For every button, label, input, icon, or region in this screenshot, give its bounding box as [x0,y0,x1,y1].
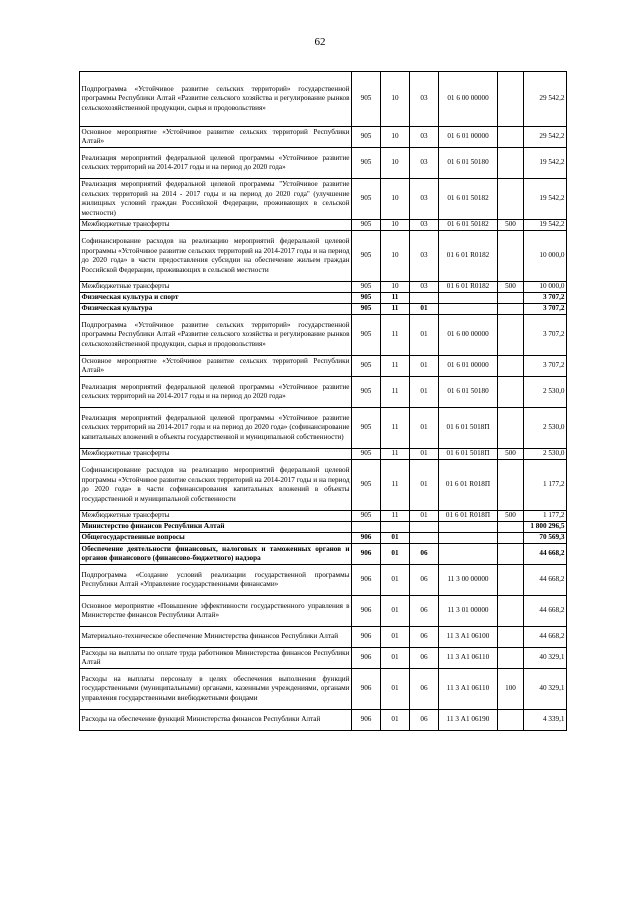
row-amount: 44 668,2 [524,627,567,648]
row-target-article: 01 6 01 00000 [439,356,498,377]
row-name: Общегосударственные вопросы [80,533,352,544]
row-section-code: 10 [381,220,410,231]
row-amount: 19 542,2 [524,220,567,231]
row-expense-type [498,127,524,148]
row-expense-type [498,648,524,669]
table-row [80,356,567,377]
row-expense-type [498,293,524,304]
row-amount: 2 530,0 [524,449,567,460]
row-section-code: 01 [381,596,410,627]
row-expense-type [498,627,524,648]
row-amount: 44 668,2 [524,596,567,627]
table-row [80,304,567,315]
table-row [80,522,567,533]
row-subsection-code: 06 [410,544,439,565]
row-ved-code: 905 [352,148,381,179]
row-target-article: 11 3 А1 06190 [439,710,498,731]
row-expense-type [498,596,524,627]
row-name: Физическая культура [80,304,352,315]
table-row [80,282,567,293]
row-amount: 1 177,2 [524,460,567,511]
row-amount: 44 668,2 [524,544,567,565]
row-expense-type [498,533,524,544]
row-target-article: 01 6 00 00000 [439,315,498,356]
row-expense-type [498,356,524,377]
row-expense-type: 500 [498,220,524,231]
row-section-code [381,522,410,533]
row-subsection-code: 06 [410,669,439,710]
row-target-article: 01 6 01 R018П [439,511,498,522]
row-ved-code: 905 [352,356,381,377]
row-expense-type [498,231,524,282]
row-ved-code: 905 [352,449,381,460]
table-row [80,231,567,282]
row-section-code: 10 [381,148,410,179]
row-expense-type: 500 [498,282,524,293]
table-row [80,127,567,148]
table-row [80,293,567,304]
row-name: Основное мероприятие «Устойчивое развитие сельских территорий Республики Алтай» [80,127,352,148]
row-subsection-code: 01 [410,315,439,356]
row-amount: 40 329,1 [524,669,567,710]
row-ved-code: 906 [352,565,381,596]
row-name: Основное мероприятие «Повышение эффективности государственного управления в Министерстве финансов Республики Алтай» [80,596,352,627]
row-subsection-code: 01 [410,511,439,522]
row-section-code: 01 [381,710,410,731]
row-section-code: 01 [381,627,410,648]
row-expense-type [498,72,524,127]
row-name: Материально-техническое обеспечение Министерства финансов Республики Алтай [80,627,352,648]
row-subsection-code: 03 [410,72,439,127]
row-subsection-code [410,293,439,304]
row-name: Расходы на выплаты персоналу в целях обеспечения выполнения функций государственными (муниципальными) органами, казенными учреждениями, органами управления государственными внебюджетными фондами [80,669,352,710]
table-row [80,377,567,408]
row-ved-code: 905 [352,408,381,449]
row-name: Министерство финансов Республики Алтай [80,522,352,533]
table-row [80,627,567,648]
row-expense-type [498,304,524,315]
row-name: Реализация мероприятий федеральной целевой программы «Устойчивое развитие сельских территорий на 2014-2017 годы и на период до 2020 года» (софинансирование капитальных вложений в объекты государственной и муниципальной собственности) [80,408,352,449]
row-target-article: 01 6 01 R0182 [439,282,498,293]
row-target-article: 01 6 01 5018П [439,408,498,449]
row-ved-code: 906 [352,627,381,648]
row-subsection-code: 03 [410,282,439,293]
row-expense-type [498,544,524,565]
row-amount: 19 542,2 [524,179,567,220]
row-amount: 3 707,2 [524,293,567,304]
row-amount: 40 329,1 [524,648,567,669]
row-target-article: 01 6 00 00000 [439,72,498,127]
row-section-code: 11 [381,315,410,356]
row-name: Межбюджетные трансферты [80,511,352,522]
row-ved-code: 905 [352,282,381,293]
row-subsection-code: 03 [410,127,439,148]
row-name: Межбюджетные трансферты [80,282,352,293]
row-ved-code: 906 [352,544,381,565]
row-amount: 70 569,3 [524,533,567,544]
row-subsection-code: 06 [410,710,439,731]
row-section-code: 10 [381,127,410,148]
row-section-code: 01 [381,565,410,596]
row-target-article: 01 6 01 R018П [439,460,498,511]
row-amount: 10 000,0 [524,231,567,282]
row-target-article [439,522,498,533]
row-ved-code: 906 [352,648,381,669]
row-subsection-code: 06 [410,627,439,648]
table-row [80,710,567,731]
row-name: Подпрограмма «Устойчивое развитие сельских территорий» государственной программы Республики Алтай «Развитие сельского хозяйства и регулирование рынков сельскохозяйственной продукции, сырья и продовольствия» [80,315,352,356]
row-ved-code: 905 [352,460,381,511]
row-section-code: 10 [381,231,410,282]
row-target-article [439,533,498,544]
row-amount: 29 542,2 [524,127,567,148]
row-name: Основное мероприятие «Устойчивое развитие сельских территорий Республики Алтай» [80,356,352,377]
row-amount: 1 177,2 [524,511,567,522]
row-target-article: 11 3 00 00000 [439,565,498,596]
table-row [80,648,567,669]
row-amount: 2 530,0 [524,408,567,449]
row-name: Расходы на обеспечение функций Министерства финансов Республики Алтай [80,710,352,731]
row-ved-code: 905 [352,179,381,220]
row-ved-code: 906 [352,533,381,544]
row-subsection-code: 01 [410,460,439,511]
row-section-code: 11 [381,293,410,304]
row-section-code: 11 [381,356,410,377]
table-row [80,408,567,449]
row-ved-code: 905 [352,304,381,315]
row-section-code: 11 [381,511,410,522]
row-section-code: 10 [381,282,410,293]
row-expense-type [498,522,524,533]
row-target-article: 01 6 01 50180 [439,377,498,408]
row-target-article: 11 3 А1 06110 [439,669,498,710]
row-ved-code: 906 [352,710,381,731]
row-subsection-code: 03 [410,231,439,282]
row-subsection-code: 01 [410,304,439,315]
row-section-code: 01 [381,669,410,710]
table-row [80,179,567,220]
row-ved-code: 905 [352,377,381,408]
row-amount: 3 707,2 [524,304,567,315]
row-name: Межбюджетные трансферты [80,220,352,231]
row-name: Подпрограмма «Создание условий реализации государственной программы Республики Алтай «Управление государственными финансами» [80,565,352,596]
row-target-article: 11 3 А1 06100 [439,627,498,648]
budget-table [79,71,567,731]
row-target-article: 11 3 А1 06110 [439,648,498,669]
row-subsection-code: 03 [410,148,439,179]
table-row [80,533,567,544]
table-row [80,596,567,627]
row-target-article: 01 6 01 R0182 [439,231,498,282]
table-row [80,72,567,127]
table-row [80,565,567,596]
row-name: Обеспечение деятельности финансовых, налоговых и таможенных органов и органов финансового (финансово-бюджетного) надзора [80,544,352,565]
row-ved-code: 905 [352,315,381,356]
row-amount: 3 707,2 [524,315,567,356]
row-amount: 4 339,1 [524,710,567,731]
row-expense-type [498,148,524,179]
row-subsection-code: 06 [410,565,439,596]
row-amount: 10 000,0 [524,282,567,293]
row-ved-code: 905 [352,127,381,148]
row-subsection-code [410,533,439,544]
row-section-code: 11 [381,460,410,511]
row-target-article: 01 6 01 50182 [439,179,498,220]
row-section-code: 01 [381,533,410,544]
row-name: Софинансирование расходов на реализацию мероприятий федеральной целевой программы «Устойчивое развитие сельских территорий на 2014-2017 годы и на период до 2020 года» в части предоставления субсидии на обеспечение жильем граждан Российской Федерации, проживающих в сельской местности [80,231,352,282]
row-subsection-code: 03 [410,220,439,231]
row-expense-type: 500 [498,511,524,522]
row-section-code: 10 [381,72,410,127]
row-name: Реализация мероприятий федеральной целевой программы «Устойчивое развитие сельских территорий на 2014-2017 годы и на период до 2020 года» [80,148,352,179]
row-target-article: 01 6 01 50182 [439,220,498,231]
row-target-article [439,304,498,315]
row-section-code: 01 [381,544,410,565]
row-subsection-code: 06 [410,596,439,627]
table-row [80,460,567,511]
row-expense-type: 500 [498,449,524,460]
table-row [80,669,567,710]
row-subsection-code [410,522,439,533]
row-section-code: 11 [381,377,410,408]
row-name: Подпрограмма «Устойчивое развитие сельских территорий» государственной программы Республики Алтай «Развитие сельского хозяйства и регулирование рынков сельскохозяйственной продукции, сырья и продовольствия» [80,72,352,127]
row-target-article: 11 3 01 00000 [439,596,498,627]
row-expense-type [498,710,524,731]
row-target-article [439,293,498,304]
row-name: Расходы на выплаты по оплате труда работников Министерства финансов Республики Алтай [80,648,352,669]
row-amount: 2 530,0 [524,377,567,408]
row-section-code: 01 [381,648,410,669]
table-row [80,544,567,565]
row-target-article: 01 6 01 50180 [439,148,498,179]
row-ved-code: 905 [352,220,381,231]
table-row [80,148,567,179]
row-subsection-code: 01 [410,408,439,449]
row-amount: 44 668,2 [524,565,567,596]
row-subsection-code: 01 [410,449,439,460]
row-name: Физическая культура и спорт [80,293,352,304]
row-expense-type [498,460,524,511]
table-row [80,220,567,231]
row-expense-type [498,179,524,220]
row-section-code: 10 [381,179,410,220]
row-amount: 29 542,2 [524,72,567,127]
row-amount: 1 800 296,5 [524,522,567,533]
row-subsection-code: 03 [410,179,439,220]
row-expense-type: 100 [498,669,524,710]
row-name: Софинансирование расходов на реализацию мероприятий федеральной целевой программы «Устойчивое развитие сельских территорий на 2014-2017 годы и на период до 2020 года» в части софинансирования капитальных вложений в объекты государственной и муниципальной собственности [80,460,352,511]
row-target-article [439,544,498,565]
table-row [80,315,567,356]
row-expense-type [498,377,524,408]
row-ved-code: 905 [352,511,381,522]
table-row [80,449,567,460]
row-expense-type [498,315,524,356]
row-section-code: 11 [381,408,410,449]
row-expense-type [498,408,524,449]
row-ved-code [352,522,381,533]
row-ved-code: 906 [352,669,381,710]
page-number: 62 [314,36,326,48]
row-ved-code: 906 [352,596,381,627]
table-row [80,511,567,522]
row-amount: 3 707,2 [524,356,567,377]
row-amount: 19 542,2 [524,148,567,179]
row-target-article: 01 6 01 00000 [439,127,498,148]
row-ved-code: 905 [352,72,381,127]
row-name: Реализация мероприятий федеральной целевой программы "Устойчивое развитие сельских территорий на 2014 - 2017 годы и на период до 2020 года" (улучшение жилищных условий граждан Российской Федерации, проживающих в сельской местности) [80,179,352,220]
row-section-code: 11 [381,449,410,460]
row-section-code: 11 [381,304,410,315]
row-subsection-code: 06 [410,648,439,669]
row-name: Межбюджетные трансферты [80,449,352,460]
row-name: Реализация мероприятий федеральной целевой программы «Устойчивое развитие сельских территорий на 2014-2017 годы и на период до 2020 года» [80,377,352,408]
row-subsection-code: 01 [410,377,439,408]
row-subsection-code: 01 [410,356,439,377]
row-expense-type [498,565,524,596]
row-ved-code: 905 [352,231,381,282]
row-ved-code: 905 [352,293,381,304]
row-target-article: 01 6 01 5018П [439,449,498,460]
